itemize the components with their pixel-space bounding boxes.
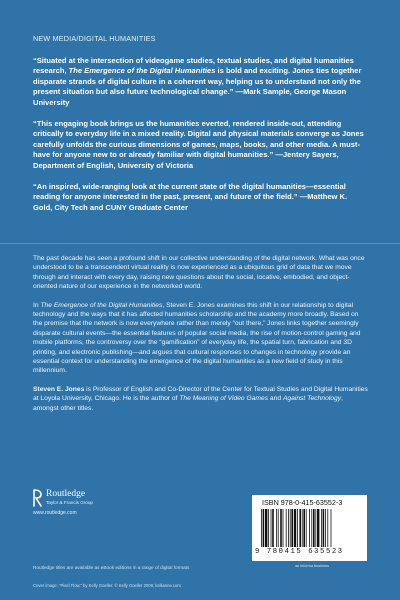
quote-book-title: The Emergence of the Digital Humanities	[68, 66, 216, 76]
barcode-stripe	[276, 509, 277, 547]
barcode-stripe	[291, 509, 293, 547]
barcode-stripe	[311, 509, 312, 547]
barcode-bars	[261, 509, 359, 547]
description-paragraph	[33, 301, 369, 376]
publisher-block	[33, 487, 153, 517]
barcode-stripe	[268, 509, 269, 547]
publisher-subtitle: Taylor & Francis Group	[46, 500, 93, 505]
barcode-stripe	[294, 509, 296, 547]
paragraph-book-title: The Emergence of the Digital Humanities	[40, 301, 163, 309]
bio-text: is Professor of English and Co-Director of the Center for Textual Studies and Digital Humanities at Loyola University, Chicago. He is the author of	[33, 385, 368, 403]
barcode-stripe	[303, 509, 305, 547]
description-paragraph: The past decade has seen a profound shift in our collective understanding of the digital network. What was once understood to be a transcendent virtual reality is now experienced as a ubiquitous grid of data that we move through and interact with every day, raising new questions about the social, locative, embodied, and object-oriented nature of our experience in the networked world.	[33, 255, 365, 291]
author-bio	[33, 385, 369, 413]
publisher-name: Routledge	[46, 489, 86, 499]
barcode-stripe	[321, 509, 322, 547]
barcode-stripe	[290, 509, 291, 547]
barcode-stripe	[315, 509, 316, 547]
barcode-stripe	[327, 509, 328, 547]
bio-text: , amongst other titles.	[33, 395, 343, 412]
barcode-stripe	[280, 509, 282, 547]
bio-book-title: Against Technology	[282, 395, 342, 403]
barcode-stripe	[278, 509, 279, 547]
category-label: NEW MEDIA/DIGITAL HUMANITIES	[33, 34, 156, 43]
barcode-stripe	[272, 509, 274, 547]
barcode-stripe	[261, 509, 262, 547]
bio-text: and	[268, 395, 283, 403]
imprint-label: an informa business	[295, 564, 329, 568]
barcode-stripe	[263, 509, 265, 547]
bio-book-title: The Meaning of Video Games	[179, 395, 269, 403]
isbn-text: ISBN 978-0-415-63552-3	[262, 498, 343, 507]
ebook-note: Routledge titles are available as eBook editions in a range of digital formats	[33, 565, 190, 570]
barcode-stripe	[331, 509, 332, 547]
barcode-stripe	[288, 509, 289, 547]
cover-credit: Cover image: “Pixel Flow,” by Kelly Goeller. © Kelly Goeller 2008, kellianne.com	[33, 583, 181, 588]
endorsement-quote: “An inspired, wide-ranging look at the current state of the digital humanities—essential reading for anyone interested in the past, present, and future of the field.” —Matthew K. Gold, City Tech and CUNY Graduate Center	[33, 182, 348, 212]
endorsement-quote: “This engaging book brings us the humanities everted, rendered inside-out, attending critically to everyday life in a mixed reality. Digital and physical materials converge as Jones carefully unfolds the curious dimensions of games, maps, books, and other media. A must-have for anyone new to or already familiar with digital humanities.” —Jentery Sayers, Department of English, University of Victoria	[33, 119, 364, 170]
barcode-stripe	[309, 509, 310, 547]
barcode-stripe	[271, 509, 272, 547]
barcode-stripe	[306, 509, 307, 547]
barcode-stripe	[325, 509, 326, 547]
paragraph-text: , Steven E. Jones examines this shift in our relationship to digital technology and the ways that it has affected humanities scholarship and the academy more broadly. Based on the premise that the network is now everywhere rather than merely “out there,” Jones links together seemingly disparate cultural events—the essential features of popular social media, the rise of motion-control gaming and mobile platforms, the controversy over the “gamification” of everyday life, the spatial turn, fabrication and 3D printing, and electronic publishing—and argues that cultural responses to changes in technology provide an essential context for understanding the emergence of the digital humanities as a new field of study in this millennium.	[33, 301, 361, 375]
endorsement-quote	[33, 56, 368, 108]
book-description	[33, 254, 369, 422]
quote-text: is bold and exciting. Jones ties together disparate strands of digital culture in a coherent way, helping us to understand not only the present situation but also future technological change.” —Mark Sample, George Mason University	[33, 66, 362, 107]
barcode-stripe	[323, 509, 325, 547]
paragraph-text: In	[33, 301, 41, 309]
section-divider	[0, 243, 400, 244]
barcode-stripe	[283, 509, 284, 547]
author-name: Steven E. Jones	[33, 385, 85, 393]
barcode	[252, 495, 367, 561]
routledge-logo-icon	[33, 489, 42, 507]
barcode-stripe	[265, 509, 267, 547]
barcode-stripe	[297, 509, 298, 547]
barcode-stripe	[286, 509, 287, 547]
barcode-stripe	[313, 509, 315, 547]
barcode-stripe	[302, 509, 303, 547]
barcode-stripe	[299, 509, 301, 547]
barcode-digits: 9 780415 635523	[255, 548, 344, 556]
quote-text: “Situated at the intersection of videogame studies, textual studies, and digital humanities research,	[33, 56, 354, 76]
barcode-stripe	[317, 509, 319, 547]
publisher-url: www.routledge.com	[33, 510, 77, 516]
endorsements	[33, 56, 368, 224]
